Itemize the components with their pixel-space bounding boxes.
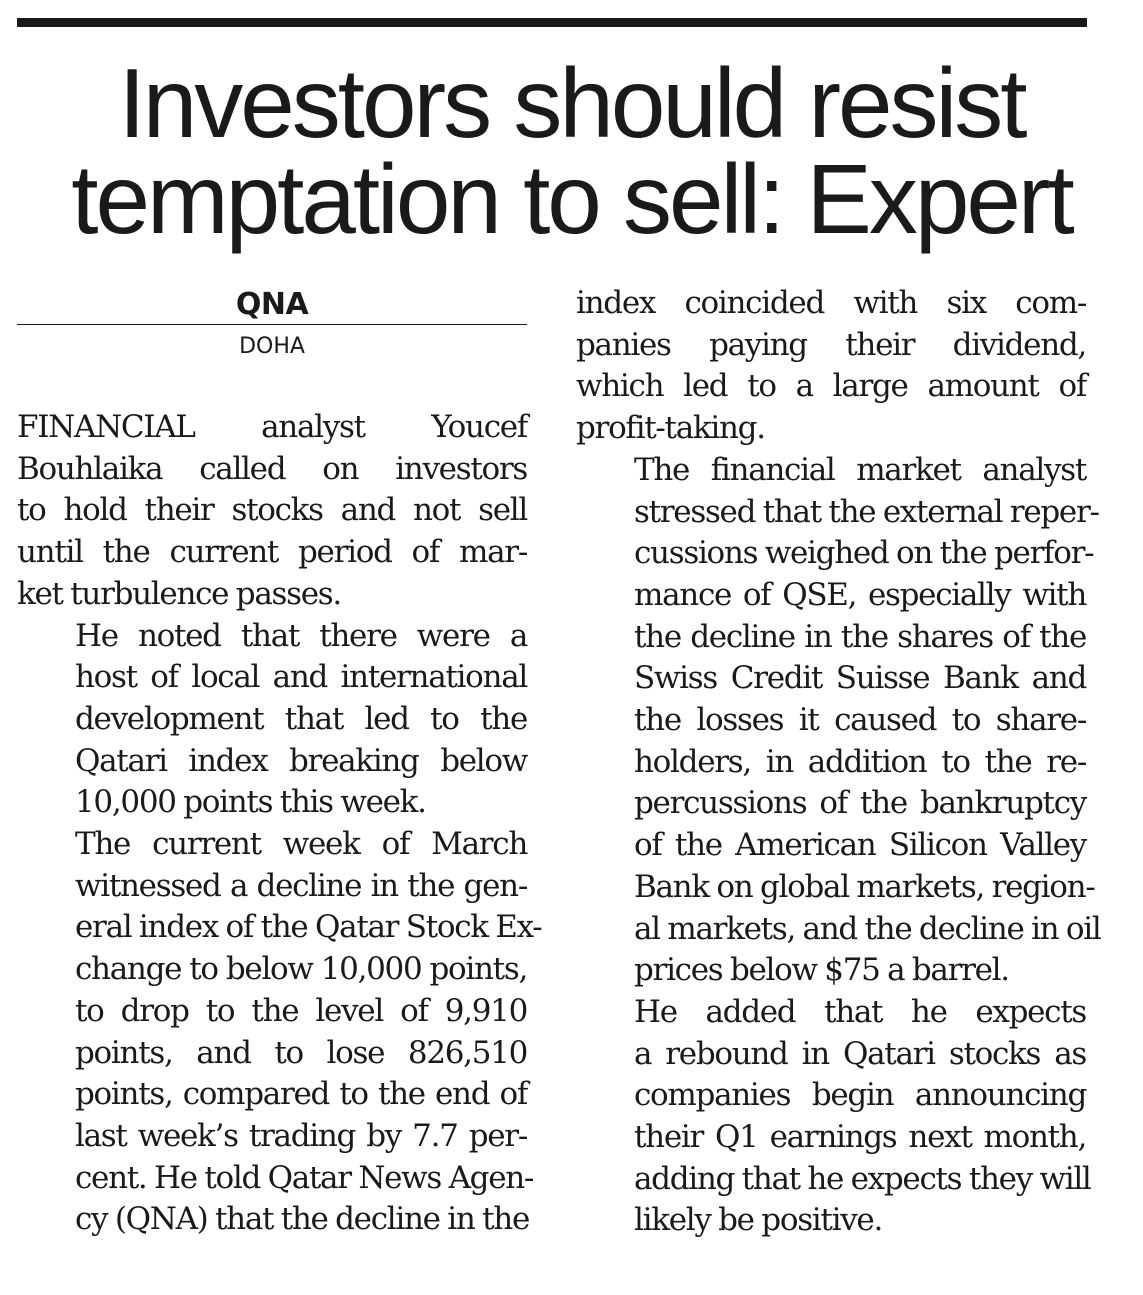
text-line: prices below $75 a barrel.: [634, 952, 1009, 989]
text-line: until the current period of mar-: [17, 534, 527, 571]
text-line: points, compared to the end of: [75, 1076, 527, 1113]
article-column-right: [576, 283, 1101, 1242]
article-paragraph: [17, 407, 527, 616]
text-line: to drop to the level of 9,910: [75, 992, 527, 1029]
headline: [0, 48, 1143, 254]
text-line: FINANCIAL analyst Youcef: [17, 409, 527, 445]
text-line: stressed that the external reper-: [634, 493, 1099, 530]
text-line: development that led to the: [75, 700, 527, 737]
text-line: Qatari index breaking below: [75, 742, 527, 779]
text-line: The current week of March: [75, 826, 527, 863]
headline-line-1: Investors should resist: [118, 48, 1025, 158]
text-line: profit-taking.: [576, 410, 765, 447]
text-line: likely be positive.: [634, 1202, 883, 1239]
text-line: mance of QSE, especially with: [634, 576, 1086, 613]
text-line: eral index of the Qatar Stock Ex-: [75, 909, 542, 946]
article-column-left: [17, 407, 542, 1241]
text-line: cussions weighed on the perfor-: [634, 535, 1094, 572]
text-line: The financial market analyst: [634, 451, 1086, 488]
text-line: their Q1 earnings next month,: [634, 1119, 1086, 1156]
text-line: He added that he expects: [634, 993, 1086, 1030]
text-line: the decline in the shares of the: [634, 618, 1086, 655]
text-line: He noted that there were a: [75, 617, 527, 654]
article-paragraph: [17, 616, 527, 825]
text-line: index coincided with six com-: [576, 285, 1086, 321]
text-line: Bouhlaika called on investors: [17, 450, 527, 487]
text-line: of the American Silicon Valley: [634, 827, 1086, 864]
text-line: panies paying their dividend,: [576, 326, 1086, 363]
text-line: al markets, and the decline in oil: [634, 910, 1101, 947]
text-line: change to below 10,000 points,: [75, 951, 527, 988]
text-line: cent. He told Qatar News Agen-: [75, 1159, 534, 1196]
text-line: cy (QNA) that the decline in the: [75, 1201, 529, 1238]
text-line: Swiss Credit Suisse Bank and: [634, 660, 1086, 697]
headline-line-2: temptation to sell: Expert: [71, 144, 1072, 254]
text-line: ket turbulence passes.: [17, 575, 341, 612]
text-line: which led to a large amount of: [576, 368, 1086, 405]
text-line: adding that he expects they will: [634, 1160, 1091, 1197]
text-line: companies begin announcing: [634, 1077, 1086, 1114]
text-line: last week’s trading by 7.7 per-: [75, 1117, 527, 1154]
text-line: the losses it caused to share-: [634, 702, 1086, 739]
article-paragraph: [17, 824, 542, 1241]
article-paragraph: [576, 283, 1086, 450]
text-line: holders, in addition to the re-: [634, 743, 1086, 780]
top-rule: [17, 18, 1087, 27]
text-line: to hold their stocks and not sell: [17, 492, 527, 529]
text-line: percussions of the bankruptcy: [634, 785, 1086, 822]
text-line: witnessed a decline in the gen-: [75, 867, 527, 904]
byline: [17, 288, 527, 361]
text-line: Bank on global markets, region-: [634, 868, 1095, 905]
byline-divider: [17, 324, 527, 325]
text-line: 10,000 points this week.: [75, 784, 426, 821]
text-line: points, and to lose 826,510: [75, 1034, 527, 1071]
article-paragraph: [576, 450, 1101, 992]
text-line: a rebound in Qatari stocks as: [634, 1035, 1086, 1072]
byline-dateline: DOHA: [239, 334, 305, 359]
article-paragraph: [576, 992, 1091, 1242]
byline-source: QNA: [235, 287, 309, 322]
text-line: host of local and international: [75, 659, 527, 696]
